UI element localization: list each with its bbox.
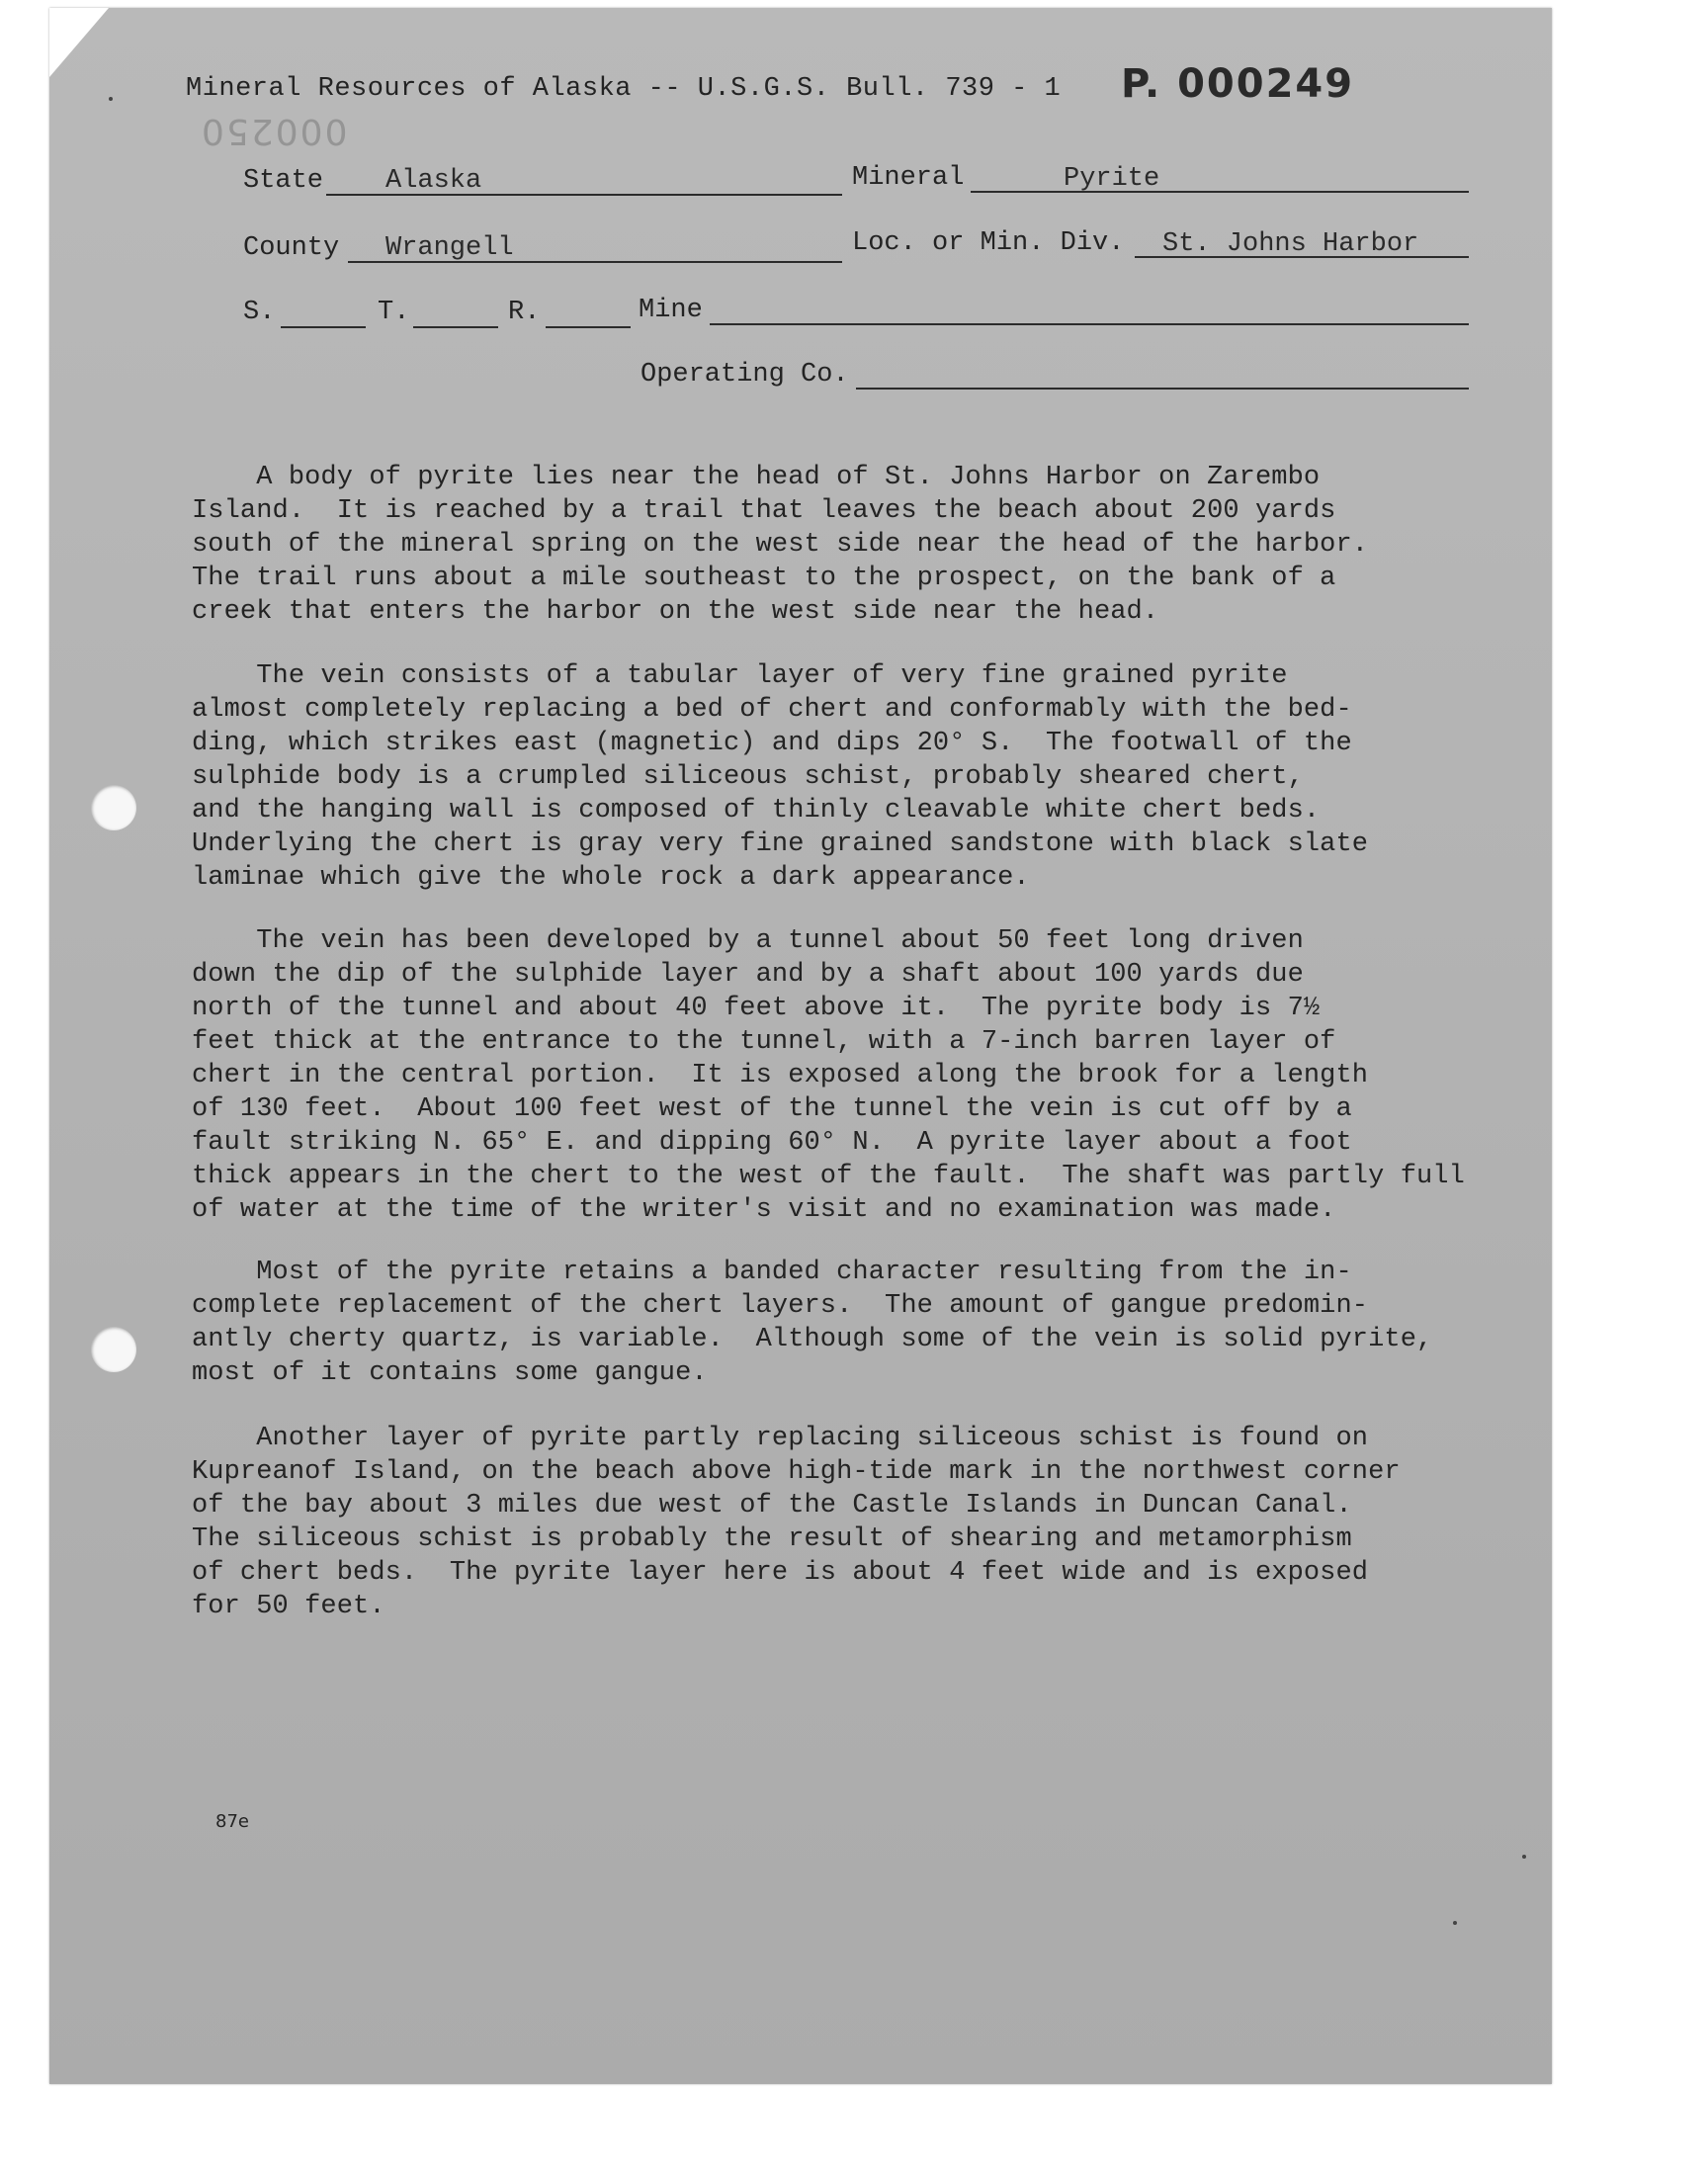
section-label: S. — [243, 298, 276, 327]
operating-co-field-line — [856, 358, 1469, 390]
range-label: R. — [508, 298, 541, 327]
mine-label: Mine — [639, 296, 703, 325]
state-value: Alaska — [385, 166, 482, 196]
punch-hole-lower — [91, 1327, 136, 1372]
county-value: Wrangell — [385, 233, 514, 263]
township-label: T. — [378, 298, 410, 327]
page-number-stamp: P. 000249 — [1121, 61, 1355, 107]
state-label: State — [243, 166, 324, 196]
mineral-value: Pyrite — [1064, 164, 1160, 194]
mineral-field-line — [971, 161, 1469, 193]
paragraph-development: The vein has been developed by a tunnel about 50 feet long driven down the dip of the sulphide layer and by a shaft about 100 yards due north of the tunnel and about 40 feet above it. The pyrite body is 7½ feet thick at the entrance to the tunnel, with a 7-inch barren layer of chert in the central portion. It is exposed along the brook for a length of 130 feet. About 100 feet west of the tunnel the vein is cut off by a fault striking N. 65° E. and dipping 60° N. A pyrite layer about a foot thick appears in the chert to the west of the fault. The shaft was partly full of water at the time of the writer's visit and no examination was made. — [192, 926, 1465, 1225]
range-field-line — [546, 297, 631, 328]
mine-field-line — [710, 294, 1469, 325]
bleed-through-stamp: 000250 — [200, 111, 348, 151]
paragraph-location: A body of pyrite lies near the head of St. Johns Harbor on Zarembo Island. It is reached by a trail that leaves the beach about 200 yards south of the mineral spring on the west side near the head of the harbor. The trail runs about a mile southeast to the prospect, on the bank of a creek that enters the harbor on the west side near the head. — [192, 463, 1369, 627]
paragraph-vein-description: The vein consists of a tabular layer of very fine grained pyrite almost completely replacing a bed of chert and conformably with the bed- ding, which strikes east (magnetic) and dips 20° S. The footwall of the sulphide body is a crumpled siliceous schist, probably sheared chert, and the hanging wall is composed of thinly cleavable white chert beds. Underlying the chert is gray very fine grained sandstone with black slate laminae which give the whole rock a dark appearance. — [192, 661, 1369, 893]
operating-co-label: Operating Co. — [640, 360, 849, 390]
mineral-label: Mineral — [852, 163, 965, 193]
paper-speck — [109, 97, 113, 101]
section-field-line — [281, 297, 366, 328]
paragraph-kupreanof: Another layer of pyrite partly replacing siliceous schist is found on Kupreanof Island, on the beach above high-tide mark in the northwest corner of the bay about 3 miles due west of the Castle Islands in Duncan Canal. The siliceous schist is probably the result of shearing and metamorphism of chert beds. The pyrite layer here is about 4 feet wide and is exposed for 50 feet. — [192, 1424, 1401, 1621]
loc-label: Loc. or Min. Div. — [852, 228, 1125, 258]
township-field-line — [413, 297, 498, 328]
punch-hole-upper — [91, 785, 136, 830]
paragraph-pyrite-character: Most of the pyrite retains a banded character resulting from the in- complete replacement of the chert layers. The amount of gangue predomin- antly cherty quartz, is variable. Although some of the vein is solid pyrite, most of it contains some gangue. — [192, 1258, 1433, 1388]
county-label: County — [243, 233, 340, 263]
document-title: Mineral Resources of Alaska -- U.S.G.S. Bull. 739 - 1 — [186, 74, 1062, 104]
paper-speck — [1453, 1921, 1457, 1925]
loc-value: St. Johns Harbor — [1162, 229, 1419, 259]
torn-corner — [49, 8, 109, 77]
footer-code: 87e — [215, 1811, 249, 1832]
paper-speck — [1522, 1855, 1526, 1859]
